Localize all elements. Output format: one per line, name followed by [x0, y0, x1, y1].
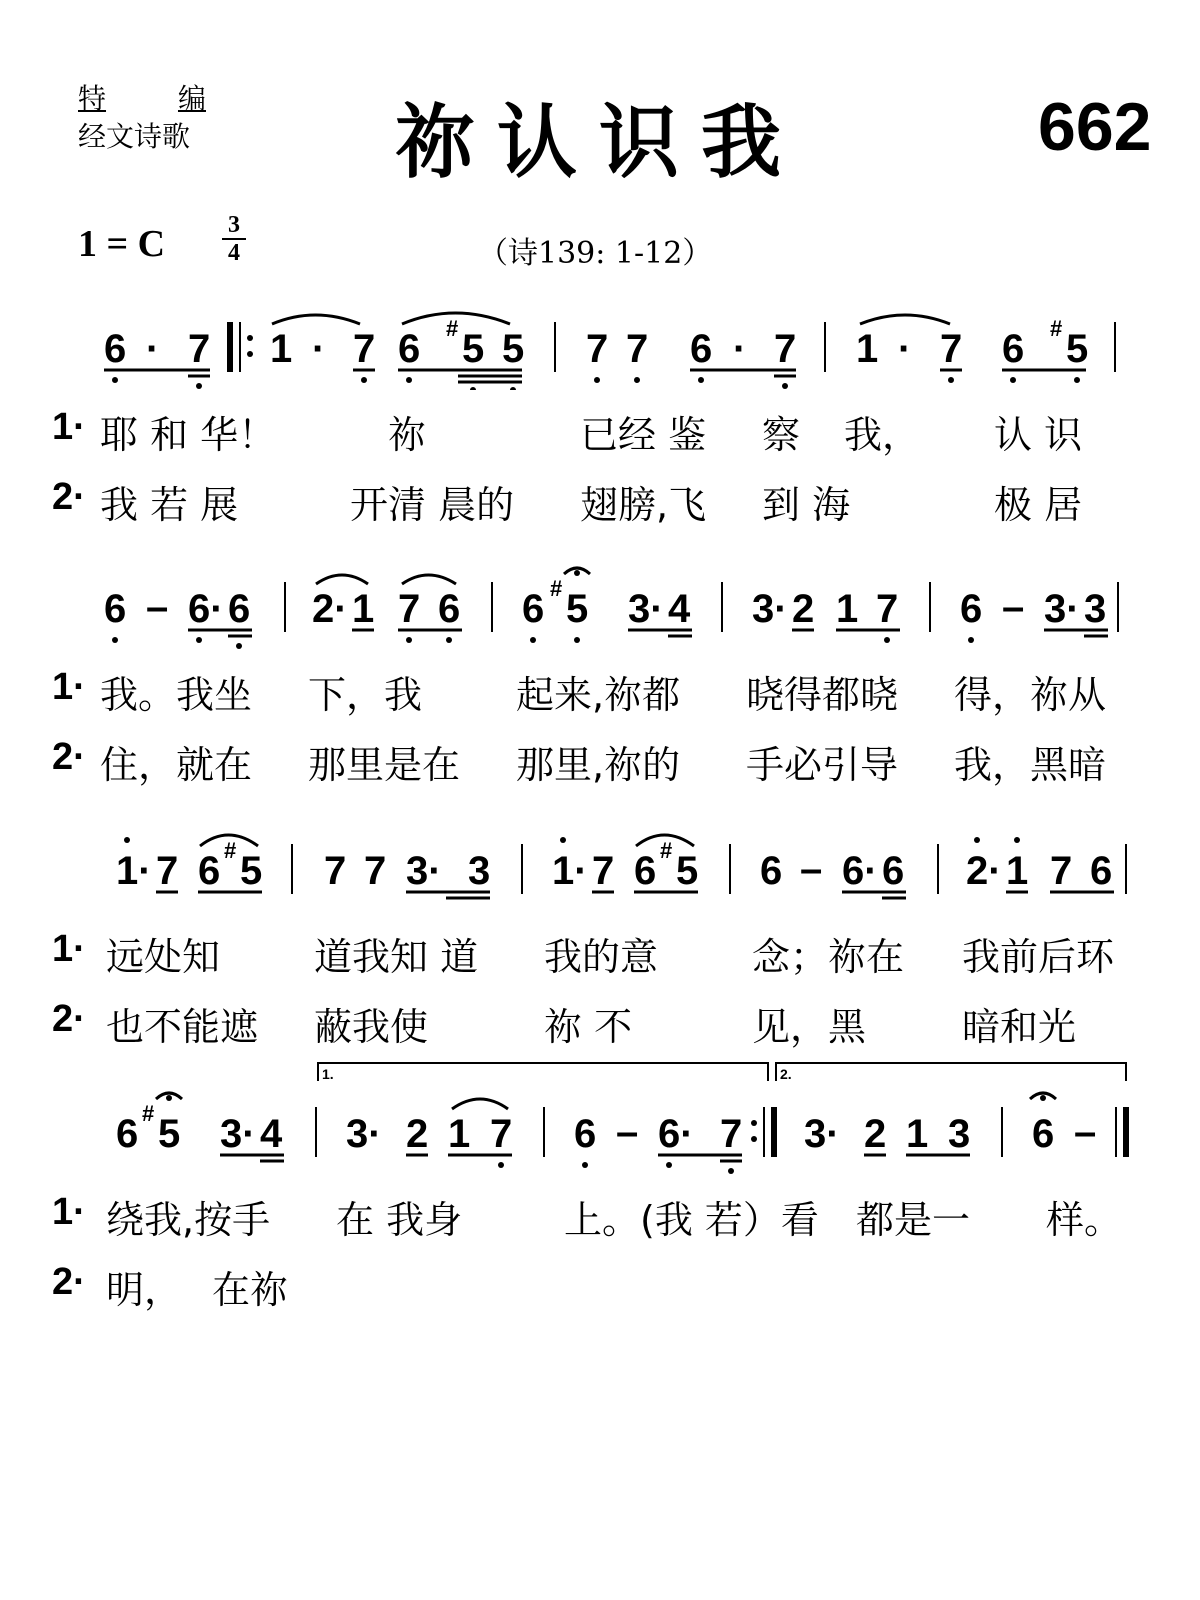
svg-text:6: 6: [438, 587, 461, 631]
svg-text:–: –: [616, 1110, 639, 1154]
lyric-segment: 已经 鉴: [580, 413, 707, 457]
system-1-notes: [104, 327, 1088, 371]
system-3-notes: [116, 847, 1112, 893]
svg-text:2·: 2·: [312, 587, 348, 631]
category-line-2: 经文诗歌: [78, 120, 191, 153]
lyric-segment: 也不能遮: [106, 1005, 259, 1049]
svg-text:1·: 1·: [552, 849, 588, 893]
svg-text:3·: 3·: [752, 587, 788, 631]
svg-text:5: 5: [240, 849, 263, 893]
svg-text:7: 7: [876, 587, 899, 631]
lyric-segment: 起来,祢都: [516, 673, 681, 717]
svg-text:–: –: [146, 585, 169, 629]
system-3: [0, 822, 1200, 1052]
svg-text:6: 6: [1002, 327, 1025, 371]
lyric-segment: 暗和光: [962, 1005, 1077, 1049]
system-1-notes-text: 6·7 ‖: 1·7 6 #5 5 | 7 7 6·7 | 1·7 6 #5 |: [60, 1381, 324, 1397]
svg-text:6: 6: [1032, 1112, 1055, 1156]
svg-text:1: 1: [352, 587, 375, 631]
svg-text:7: 7: [586, 327, 609, 371]
svg-text:6: 6: [1090, 849, 1113, 893]
svg-text:3·: 3·: [1044, 587, 1080, 631]
svg-text:5: 5: [158, 1112, 181, 1156]
volta-label-2: 2.: [780, 1066, 792, 1082]
lyric-segment: 念；祢在: [752, 935, 905, 979]
svg-text:7: 7: [398, 587, 421, 631]
hymn-number: 662: [1038, 89, 1152, 165]
svg-text:7: 7: [324, 849, 347, 893]
svg-text:5: 5: [676, 849, 699, 893]
svg-text:5: 5: [566, 587, 589, 631]
system-4: [0, 1055, 1200, 1325]
system-2-notes: [104, 585, 1106, 631]
svg-text:6: 6: [116, 1112, 139, 1156]
svg-text:–: –: [800, 847, 823, 891]
category-char-left: 特: [78, 82, 107, 115]
hymn-title: 祢认识我: [395, 96, 803, 189]
svg-text:6·: 6·: [842, 849, 878, 893]
system-2-notes-text: 6 – 6·6 | 2·1 7 6 | 6 #5 3·4 | 3·2 1 7 | 6 – 3·3 |: [60, 1399, 377, 1415]
svg-text:6: 6: [690, 327, 713, 371]
system-3-verse-1: [52, 926, 1115, 979]
lyric-segment: 察: [762, 413, 801, 457]
lyric-segment: 翅膀,飞: [580, 483, 707, 527]
svg-text:2: 2: [406, 1112, 429, 1156]
system-1-verse-1: [52, 404, 1083, 457]
lyric-segment: 手必引导: [746, 743, 899, 787]
svg-text:7: 7: [353, 327, 376, 371]
svg-text:6: 6: [634, 849, 657, 893]
svg-text:–: –: [1074, 1110, 1097, 1154]
svg-text:6: 6: [104, 327, 127, 371]
lyric-segment: 认 识: [994, 413, 1083, 457]
lyric-segment: 远处知: [106, 935, 221, 979]
lyric-segment: 在祢: [212, 1268, 289, 1312]
svg-text:6: 6: [882, 849, 905, 893]
lyric-segment: 明，: [106, 1268, 183, 1312]
lyric-segment: 我，: [844, 413, 921, 457]
svg-text:3·: 3·: [406, 849, 442, 893]
svg-text:#: #: [550, 576, 563, 601]
svg-text:·: ·: [898, 327, 912, 371]
svg-text:·: ·: [146, 327, 160, 371]
key-signature: 1 = C: [78, 223, 166, 265]
svg-text:#: #: [660, 838, 673, 863]
svg-text:3: 3: [468, 849, 491, 893]
lyric-segment: 我前后环: [962, 935, 1115, 979]
svg-text:2: 2: [864, 1112, 887, 1156]
lyric-segment: 那里是在: [308, 743, 461, 787]
lyric-segment: 我，黑暗: [954, 743, 1107, 787]
system-4-sharps: [142, 1101, 154, 1126]
svg-text:6: 6: [574, 1112, 597, 1156]
svg-text:3·: 3·: [220, 1112, 256, 1156]
svg-text:3·: 3·: [628, 587, 664, 631]
svg-text:·: ·: [312, 327, 326, 371]
category-label: [78, 80, 206, 156]
time-signature: [222, 212, 246, 266]
system-2-verse-1: [52, 664, 1107, 717]
lyric-segment: 我 若 展: [100, 483, 239, 527]
svg-text:#: #: [446, 316, 459, 341]
verse-number: 1·: [52, 666, 86, 708]
lyric-segment: 到 海: [762, 483, 851, 527]
svg-text:7: 7: [490, 1112, 513, 1156]
lyric-segment: 在 我身: [336, 1198, 463, 1242]
svg-text:3: 3: [1084, 587, 1107, 631]
system-2-sharps: [550, 576, 562, 601]
lyric-segment: 那里,祢的: [516, 743, 681, 787]
svg-text:6: 6: [198, 849, 221, 893]
svg-text:7: 7: [720, 1112, 743, 1156]
svg-text:3·: 3·: [346, 1112, 382, 1156]
svg-text:–: –: [1002, 585, 1025, 629]
svg-text:6: 6: [522, 587, 545, 631]
lyric-segment: 上。(我 若）看: [564, 1198, 819, 1242]
system-4-volta-brackets: [318, 1063, 1126, 1081]
svg-text:6: 6: [960, 587, 983, 631]
system-1: [0, 300, 1200, 540]
svg-text:3: 3: [948, 1112, 971, 1156]
verse-number: 2·: [52, 998, 86, 1040]
system-4-verse-1: [52, 1189, 1123, 1242]
svg-text:7: 7: [940, 327, 963, 371]
volta-label-1: 1.: [322, 1066, 334, 1082]
lyric-segment: 见，黑: [752, 1005, 867, 1049]
verse-number: 1·: [52, 1191, 86, 1233]
verse-number: 2·: [52, 736, 86, 778]
svg-text:6: 6: [398, 327, 421, 371]
category-char-right: 编: [177, 82, 206, 115]
svg-text:#: #: [142, 1101, 155, 1126]
system-3-notes-text: 1·7 6 #5 | 7 7 3·3 | 1·7 6 #5 | 6 – 6·6 | 2·1 7 6 |: [60, 1417, 391, 1433]
system-3-dots: [124, 837, 1020, 843]
svg-text:1·: 1·: [116, 849, 152, 893]
system-3-verse-2: [52, 996, 1077, 1049]
svg-text:4: 4: [260, 1112, 283, 1156]
system-2: [0, 560, 1200, 800]
svg-text:7: 7: [774, 327, 797, 371]
svg-text:7: 7: [188, 327, 211, 371]
system-1-sharps: [446, 316, 1062, 341]
system-4-volta-labels: [322, 1066, 792, 1082]
lyric-segment: 极 居: [994, 483, 1083, 527]
svg-text:1: 1: [270, 327, 293, 371]
scripture-reference: （诗139: 1-12）: [478, 236, 713, 271]
lyric-segment: 道我知 道: [314, 935, 479, 979]
svg-text:2·: 2·: [966, 849, 1002, 893]
system-1-notation: [0, 300, 1200, 390]
svg-text:7: 7: [364, 849, 387, 893]
time-signature-top: 3: [228, 212, 240, 238]
svg-text:1: 1: [856, 327, 879, 371]
lyric-segment: 开清 晨的: [350, 483, 515, 527]
lyric-segment: 晓得都晓: [746, 673, 899, 717]
svg-text:1: 1: [448, 1112, 471, 1156]
lyric-segment: 绕我,按手: [106, 1198, 271, 1242]
svg-text:6: 6: [228, 587, 251, 631]
lyric-segment: 下，我: [308, 673, 423, 717]
lyric-segment: 祢 不: [544, 1005, 633, 1049]
svg-text:5: 5: [502, 327, 525, 371]
lyric-segment: 都是一: [856, 1198, 971, 1242]
svg-text:5: 5: [1066, 327, 1089, 371]
svg-text:6·: 6·: [188, 587, 224, 631]
svg-text:#: #: [1050, 316, 1063, 341]
verse-number: 2·: [52, 1261, 86, 1303]
lyric-segment: 得，祢从: [954, 673, 1107, 717]
system-4-notes: [116, 1110, 1096, 1156]
lyric-segment: 祢: [388, 413, 427, 457]
lyric-segment: 住，就在: [100, 743, 253, 787]
svg-text:7: 7: [592, 849, 615, 893]
lyric-segment: 耶 和 华！: [100, 413, 277, 457]
svg-text:1: 1: [906, 1112, 929, 1156]
svg-text:·: ·: [733, 327, 747, 371]
system-4-notes-text: 6 #5 3·4 | 3·2 1 7 | 6 – 6·7 :‖ 3·2 1 3 | 6 – ‖: [60, 1435, 360, 1451]
system-1-verse-2: [52, 474, 1083, 527]
svg-text:6: 6: [760, 849, 783, 893]
svg-text:1: 1: [836, 587, 859, 631]
svg-text:3·: 3·: [804, 1112, 840, 1156]
svg-text:2: 2: [792, 587, 815, 631]
system-4-notation: [0, 1055, 1200, 1175]
svg-text:6·: 6·: [658, 1112, 694, 1156]
lyric-segment: 样。: [1046, 1198, 1123, 1242]
verse-number: 1·: [52, 928, 86, 970]
verse-number: 2·: [52, 476, 86, 518]
svg-text:#: #: [224, 838, 237, 863]
lyric-segment: 我。我坐: [100, 673, 253, 717]
svg-text:5: 5: [462, 327, 485, 371]
svg-text:7: 7: [156, 849, 179, 893]
svg-text:4: 4: [668, 587, 691, 631]
time-signature-bottom: 4: [222, 238, 246, 266]
svg-text:1: 1: [1006, 849, 1029, 893]
lyric-segment: 蔽我使: [314, 1005, 429, 1049]
notation-summary: [60, 1380, 1140, 1452]
svg-text:6: 6: [104, 587, 127, 631]
svg-text:7: 7: [626, 327, 649, 371]
system-2-notation: [0, 560, 1200, 650]
svg-text:7: 7: [1050, 849, 1073, 893]
system-2-verse-2: [52, 734, 1107, 787]
system-3-notation: [0, 822, 1200, 912]
verse-number: 1·: [52, 406, 86, 448]
lyric-segment: 我的意: [544, 935, 659, 979]
system-4-verse-2: [52, 1259, 289, 1312]
category-line-1: [78, 80, 206, 118]
